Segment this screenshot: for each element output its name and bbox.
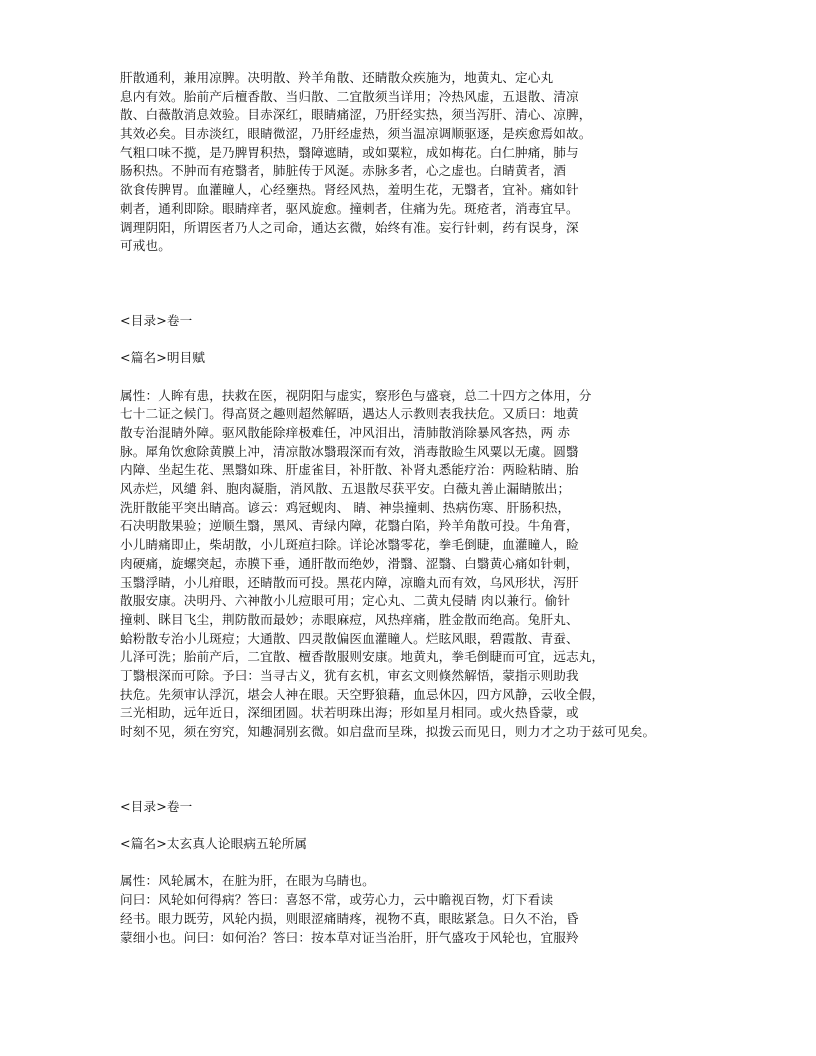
catalog-label: <目录>卷一 — [120, 798, 193, 814]
text-line: 儿泽可洗；胎前产后，二宜散、檀香散服则安康。地黄丸，拳毛倒睫而可宜，远志丸， — [120, 649, 605, 665]
text-line: 气粗口味不揽，是乃脾胃积热，翳障遮睛，或如粟粒，成如梅花。白仁肿痛，肺与 — [120, 144, 579, 160]
text-line: 刺者，通利即除。眼睛痒者，驱风旋愈。撞刺者，住痛为先。斑疮者，消毒宜早。 — [120, 200, 579, 216]
section-mingmu-fu — [120, 312, 720, 742]
text-line: 经书。眼力既劳，风轮内损，则眼涩痛睛疼，视物不真，眼眩紧急。日久不治，昏 — [120, 910, 579, 926]
text-line: 肉硬痛，旋螺突起，赤膜下垂，通肝散而绝妙，滑翳、涩翳、白翳黄心痛如针刺， — [120, 555, 579, 571]
text-line: 扶危。先须审认浮沉，堪会人神在眼。天空野狼藉，血忌休囚，四方风静，云收全假， — [120, 686, 605, 702]
section-title: <篇名>明目赋 — [120, 350, 206, 366]
text-line: 蛤粉散专治小儿斑痘；大通散、四灵散偏医血灌瞳人。烂眩风眼，碧霞散、青蚕、 — [120, 630, 579, 646]
text-line: 散、白薇散消息效验。目赤深红，眼睛痛涩，乃肝经实热，须当泻肝、清心、凉脾， — [120, 107, 592, 123]
text-line: 属性：人眸有患，扶救在医，视阴阳与虚实，察形色与盛衰，总二十四方之体用，分 — [120, 387, 592, 403]
text-line: 时刻不见，须在穷究，知趣洞别玄微。如启盘而呈珠，拟拨云而见日，则力才之功于兹可见矣。 — [120, 724, 656, 739]
text-line: 散服安康。决明丹、六神散小儿痘眼可用；定心丸、二黄丸侵睛 肉以兼行。偷针 — [120, 593, 571, 609]
text-line: 蒙细小也。问曰：如何治？答曰：按本草对证当治肝，肝气盛攻于风轮也，宜服羚 — [120, 929, 579, 945]
section-continuation — [120, 69, 720, 256]
text-line: 七十二证之候门。得高贤之趣则超然解晤，遇达人示教则表我扶危。又质曰：地黄 — [120, 406, 579, 422]
text-line: 玉翳浮睛，小儿疳眼，还睛散而可投。黑花内障，凉瞻丸而有效，乌风形状，泻肝 — [120, 574, 579, 590]
text-line: 属性：风轮属木，在脏为肝，在眼为乌睛也。 — [120, 873, 375, 889]
text-line: 肝散通利，兼用凉脾。决明散、羚羊角散、还睛散众疾施为，地黄丸、定心丸 — [120, 70, 554, 85]
text-line: 小儿睛痛即止，柴胡散，小儿斑疸扫除。详论冰翳零花，拳毛倒睫，血灌瞳人，睑 — [120, 537, 579, 553]
text-line: 其效必矣。目赤淡红，眼睛微涩，乃肝经虚热，须当温凉调顺驱逐，是疾愈焉如故。 — [120, 126, 592, 142]
text-line: 石决明散果验；逆顺生翳，黑风、青绿内障，花翳白陷，羚羊角散可投。牛角膏， — [120, 518, 579, 534]
section-title: <篇名>太玄真人论眼病五轮所属 — [120, 836, 308, 852]
text-line: 肠积热。不肿而有疮翳者，肺脏传于风涎。赤脉多者，心之虚也。白睛黄者，酒 — [120, 163, 567, 179]
text-line: 欲食传脾胃。血灌瞳人，心经壅热。肾经风热，羞明生花，无翳者，宜补。痛如针 — [120, 182, 579, 198]
text-line: 可戒也。 — [120, 238, 171, 254]
text-line: 散专治混睛外障。驱风散能除痒极难任，冲风泪出，清肺散消除暴风客热，两 赤 — [120, 425, 571, 440]
text-line: 洗肝散能平突出睛高。谚云：鸡冠蚬肉、 睛、神祟撞刺、热病伤寒、肝肠积热， — [120, 499, 571, 515]
text-line: 脉。犀角饮愈除黄膜上冲，清凉散冰翳瑕深而有效，消毒散睑生风粟以无虞。圆翳 — [120, 443, 579, 459]
text-line: 内障、坐起生花、黑翳如珠、肝虚雀目，补肝散、补肾丸悉能疗治：两睑粘睛、胎 — [120, 462, 579, 478]
text-line: 问曰：风轮如何得病？答曰：喜怒不常，或劳心力，云中瞻视百物，灯下看读 — [120, 892, 554, 908]
document-page — [120, 69, 720, 947]
catalog-label: <目录>卷一 — [120, 312, 193, 328]
text-line: 撞刺、眯目飞尘，荆防散而最妙；赤眼麻痘，风热痒痛，胜金散而绝高。兔肝丸、 — [120, 611, 579, 627]
text-line: 调理阴阳，所谓医者乃人之司命，通达玄微，始终有准。妄行针刺，药有误身，深 — [120, 219, 579, 235]
text-line: 息内有效。胎前产后檀香散、当归散、二宜散须当详用；冷热风虚，五退散、清凉 — [120, 88, 579, 104]
text-line: 风赤烂，风缱 斜、胞肉凝脂，消风散、五退散尽获平安。白薇丸善止漏睛脓出； — [120, 481, 571, 497]
section-wulun — [120, 798, 720, 948]
text-line: 丁翳根深而可除。予曰：当寻古义，犹有玄机，审玄文则倏然解悟，蒙指示则助我 — [120, 667, 579, 683]
text-line: 三光相助，远年近日，深细团圆。状若明珠出海；形如星月相同。或火热昏蒙，或 — [120, 705, 579, 721]
